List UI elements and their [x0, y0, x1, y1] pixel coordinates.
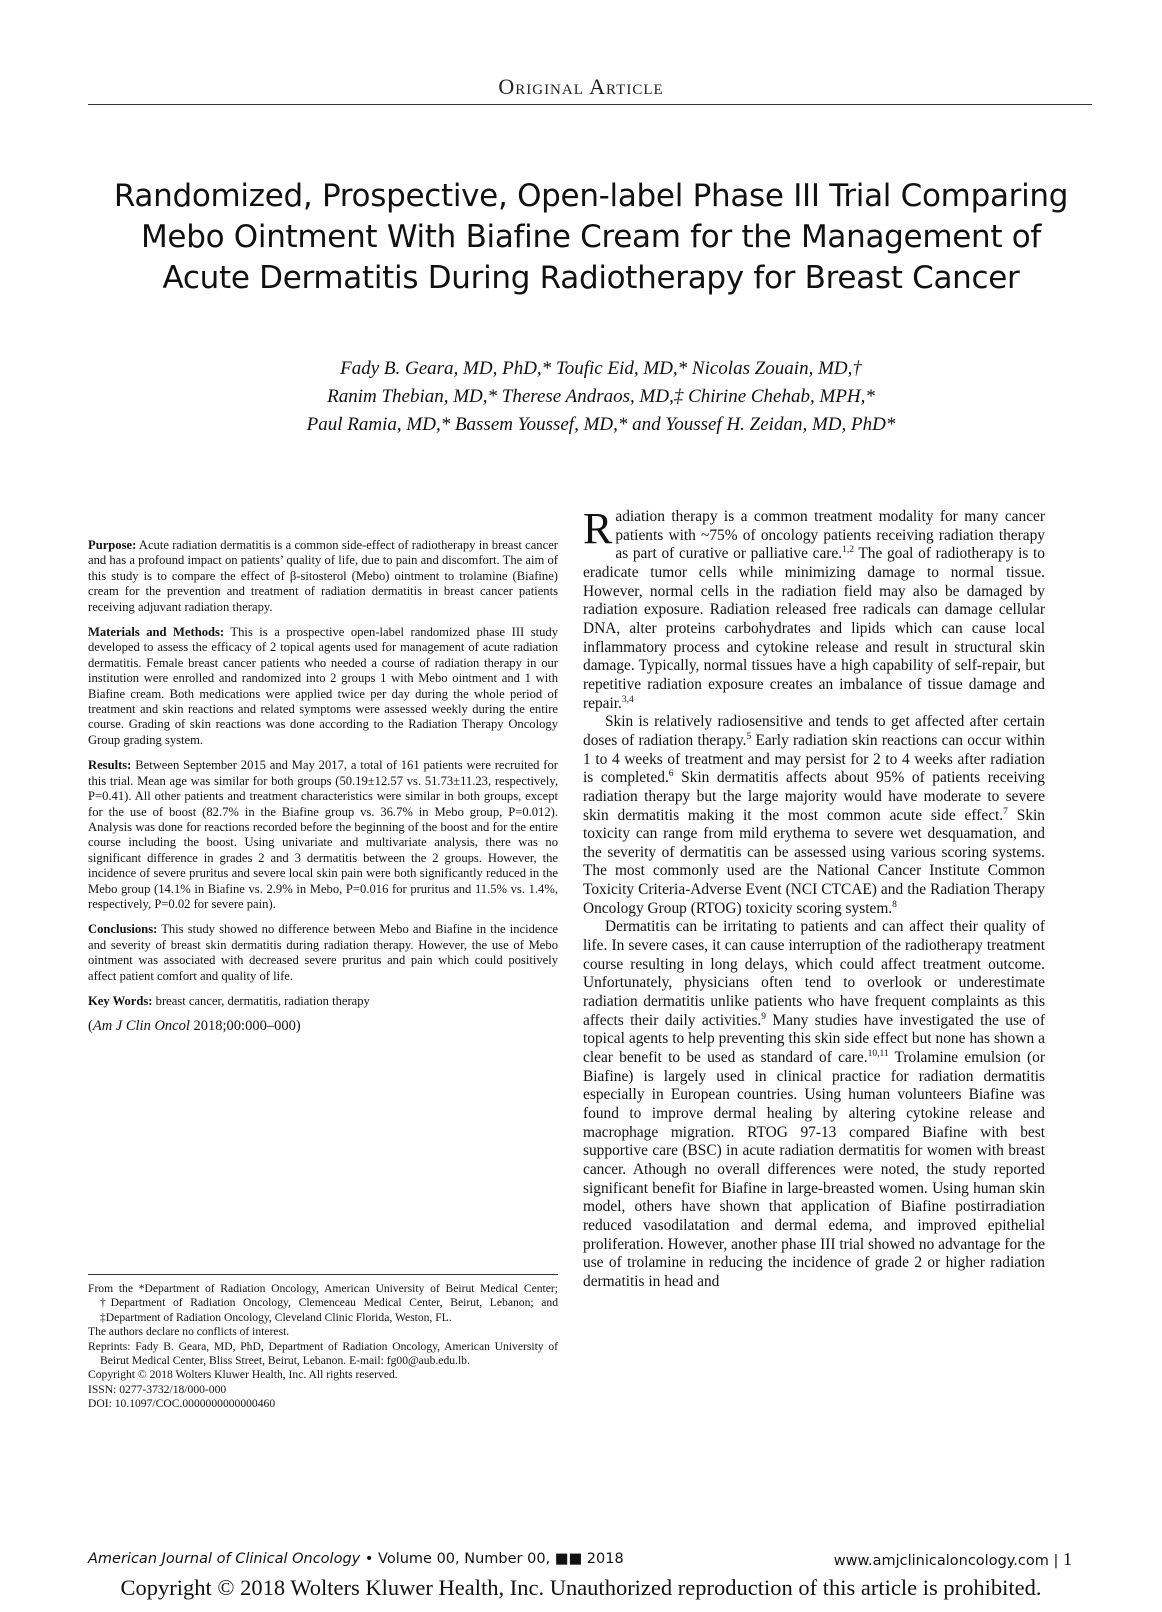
citation-ref[interactable]: 7	[1003, 806, 1008, 817]
body-text: Many studies have investigated the use of topical agents to help preventing this skin side effect but none has shown a clear benefit to be used as standard of care.	[583, 1011, 1045, 1067]
citation-ref[interactable]: 8	[892, 899, 897, 910]
body-column	[583, 504, 1045, 1292]
results-text: Between September 2015 and May 2017, a total of 161 patients were recruited for this trial. Mean age was similar for both groups (50.19±12.57 vs. 51.73±11.23, respectively, P=0.41). All other patients and treatment characteristics were similar in both groups, except for the use of boost (82.7% in the Biafine group vs. 36.7% in Mebo group, P=0.012). Analysis was done for reactions recorded before the beginning of the boost and for the entire course including the boost. Using univariate and multivariate analysis, there was no significant difference in grades 2 and 3 dermatitis between the 2 groups. However, the incidence of severe pruritus and severe local skin pain were both significantly reduced in the Mebo group (14.1% in Biafine vs. 2.9% in Mebo, P=0.016 for pruritus and 11.5% vs. 1.4%, respectively, P=0.02 for severe pain).	[88, 758, 558, 911]
body-paragraph	[583, 713, 1045, 918]
citation-ref[interactable]: 1,2	[842, 545, 854, 556]
citation	[88, 1019, 558, 1034]
citation-open: (	[88, 1018, 93, 1035]
citation-rest: 2018;00:000–000)	[189, 1018, 301, 1035]
footer-squares: ■■	[554, 1551, 583, 1567]
footer-bullet: •	[360, 1551, 379, 1567]
author-line: Paul Ramia, MD,* Bassem Youssef, MD,* and Youssef H. Zeidan, MD, PhD*	[306, 414, 896, 435]
conclusions-label: Conclusions:	[88, 922, 158, 937]
footer-url	[834, 1549, 1072, 1570]
doi: DOI: 10.1097/COC.0000000000000460	[88, 1397, 276, 1411]
author-list	[100, 355, 1102, 439]
footer-volume: Volume 00, Number 00,	[378, 1551, 551, 1567]
citation-journal: Am J Clin Oncol	[92, 1018, 190, 1035]
citation-ref[interactable]: 5	[746, 731, 752, 742]
purpose-label: Purpose:	[88, 538, 137, 552]
abstract-conclusions	[88, 922, 558, 984]
methods-label: Materials and Methods:	[88, 625, 225, 640]
abstract-keywords	[88, 994, 558, 1009]
body-text: Early radiation skin reactions can occur within 1 to 4 weeks of treatment and may persist for 2 to 4 weeks after radiation is completed.	[583, 731, 1045, 787]
citation-ref[interactable]: 3,4	[621, 694, 634, 705]
author-line: Ranim Thebian, MD,* Therese Andraos, MD,‡ Chirine Chehab, MPH,*	[327, 386, 875, 407]
article-title: Randomized, Prospective, Open-label Phase III Trial Comparing Mebo Ointment With Biafine Cream for the Management of Acute Dermatitis During Radiotherapy for Breast Cancer	[113, 178, 1069, 296]
copyright-line: Copyright © 2018 Wolters Kluwer Health, Inc. All rights reserved.	[88, 1368, 398, 1382]
affiliations: From the *Department of Radiation Oncology, American University of Beirut Medical Center; †Department of Radiation Oncology, Clemenceau Medical Center, Beirut, Lebanon; and ‡Department of Radiation Oncology, Cleveland Clinic Florida, Weston, FL.	[88, 1282, 558, 1324]
body-text: Skin is relatively radiosensitive and tends to get affected after certain doses of radiation therapy.	[583, 713, 1045, 749]
abstract-methods	[88, 625, 558, 748]
methods-text: This is a prospective open-label randomized phase III study developed to assess the efficacy of 2 topical agents used for management of acute radiation dermatitis. Female breast cancer patients who needed a course of radiation therapy in our institution were enrolled and randomized into 2 groups 1 with Mebo ointment and 1 with Biafine cream. Both medications were applied twice per day during the whole period of treatment and skin reactions and related symptoms were assessed weekly during the entire course. Grading of skin reactions was done according to the Radiation Therapy Oncology Group grading system.	[88, 625, 558, 747]
abstract	[88, 538, 558, 1045]
body-text: Skin toxicity can range from mild erythema to severe wet desquamation, and the severity of dermatitis can be assessed using various scoring systems. The most commonly used are the National Cancer Institute Common Toxicity Criteria-Adverse Event (NCI CTCAE) and the Radiation Therapy Oncology Group (RTOG) toxicity scoring system.	[583, 806, 1045, 917]
reprints: Reprints: Fady B. Geara, MD, PhD, Department of Radiation Oncology, American University of Beirut Medical Center, Bliss Street, Beirut, Lebanon. E-mail: fg00@aub.edu.lb.	[88, 1339, 558, 1368]
footnote	[88, 1282, 558, 1412]
footer-journal	[88, 1551, 624, 1567]
footnote-rule	[88, 1274, 558, 1275]
page-number: 1	[1063, 1549, 1072, 1569]
drop-cap: R	[583, 504, 613, 553]
conflicts: The authors declare no conflicts of interest.	[88, 1325, 290, 1339]
keywords-text: breast cancer, dermatitis, radiation therapy	[155, 993, 370, 1008]
header-rule	[88, 104, 1092, 105]
body-text: The goal of radiotherapy is to eradicate tumor cells while minimizing damage to normal tissue. However, normal cells in the radiation field may also be damaged by radiation exposure. Radiation released free radicals can damage cellular DNA, alter proteins carbohydrates and lipids which can cause local inflammatory process and cytokine release and result in structural skin damage. Typically, normal tissues have a high capability of self-repair, but repetitive radiation exposure creates an imbalance of tissue damage and repair.	[583, 545, 1045, 712]
issn: ISSN: 0277-3732/18/000-000	[88, 1382, 227, 1396]
abstract-results	[88, 758, 558, 912]
abstract-purpose	[88, 538, 558, 615]
conclusions-text: This study showed no difference between Mebo and Biafine in the incidence and severity of breast skin dermatitis during radiation therapy. However, the use of Mebo ointment was associated with decreased severe pruritus and pain which could positively affect patient comfort and quality of life.	[88, 922, 558, 983]
journal-name: American Journal of Clinical Oncology	[88, 1551, 361, 1567]
results-label: Results:	[88, 758, 132, 773]
body-text: adiation therapy is a common treatment modality for many cancer patients with ~75% of oncology patients receiving radiation therapy as part of curative or palliative care.	[615, 508, 1045, 563]
purpose-text: Acute radiation dermatitis is a common side-effect of radiotherapy in breast cancer and has a profound impact on patients’ quality of life, due to pain and discomfort. The aim of this study is to compare the effect of β-sitosterol (Mebo) ointment to trolamine (Biafine) cream for the prevention and treatment of radiation dermatitis in breast cancer patients receiving adjuvant radiation therapy.	[88, 538, 558, 614]
body-text: Dermatitis can be irritating to patients and can affect their quality of life. In severe cases, it can cause interruption of the radiotherapy treatment course resulting in long delays, which could affect treatment outcome. Unfortunately, physicians often tend to overlook or underestimate radiation dermatitis unlike patients who have frequent complaints as this affects their daily activities.	[583, 918, 1045, 1029]
footer-separator: |	[1048, 1553, 1063, 1569]
citation-ref[interactable]: 6	[668, 769, 674, 780]
copyright-banner: Copyright © 2018 Wolters Kluwer Health, Inc. Unauthorized reproduction of this article is prohibited.	[120, 1575, 1042, 1600]
citation-ref[interactable]: 10,11	[867, 1048, 889, 1059]
citation-ref[interactable]: 9	[761, 1011, 767, 1022]
body-paragraph	[583, 504, 1045, 713]
body-text: Skin dermatitis affects about 95% of patients receiving radiation therapy but the large majority would have moderate to severe skin dermatitis making it the most common acute side effect.	[583, 769, 1045, 824]
body-paragraph	[583, 918, 1045, 1291]
section-label: Original Article	[498, 74, 664, 99]
body-text: Trolamine emulsion (or Biafine) is largely used in clinical practice for radiation dermatitis especially in European countries. Using human volunteers Biafine was found to improve dermal healing by altering cytokine release and macrophage migration. RTOG 97-13 compared Biafine with best supportive care (BSC) in acute radiation dermatitis for women with breast cancer. Athough no overall differences were noted, the study reported significant benefit for Biafine in large-breasted women. Using human skin model, others have shown that application of Biafine postirradiation reduced vasodilatation and dermal edema, and improved epithelial proliferation. However, another phase III trial showed no advantage for the use of trolamine in reducing the incidence of grade 2 or higher radiation dermatitis in head and	[583, 1049, 1045, 1290]
journal-url[interactable]: www.amjclinicaloncology.com	[833, 1553, 1049, 1569]
author-line: Fady B. Geara, MD, PhD,* Toufic Eid, MD,* Nicolas Zouain, MD,†	[340, 358, 862, 379]
keywords-label: Key Words:	[88, 993, 153, 1008]
footer-year: 2018	[586, 1551, 624, 1567]
